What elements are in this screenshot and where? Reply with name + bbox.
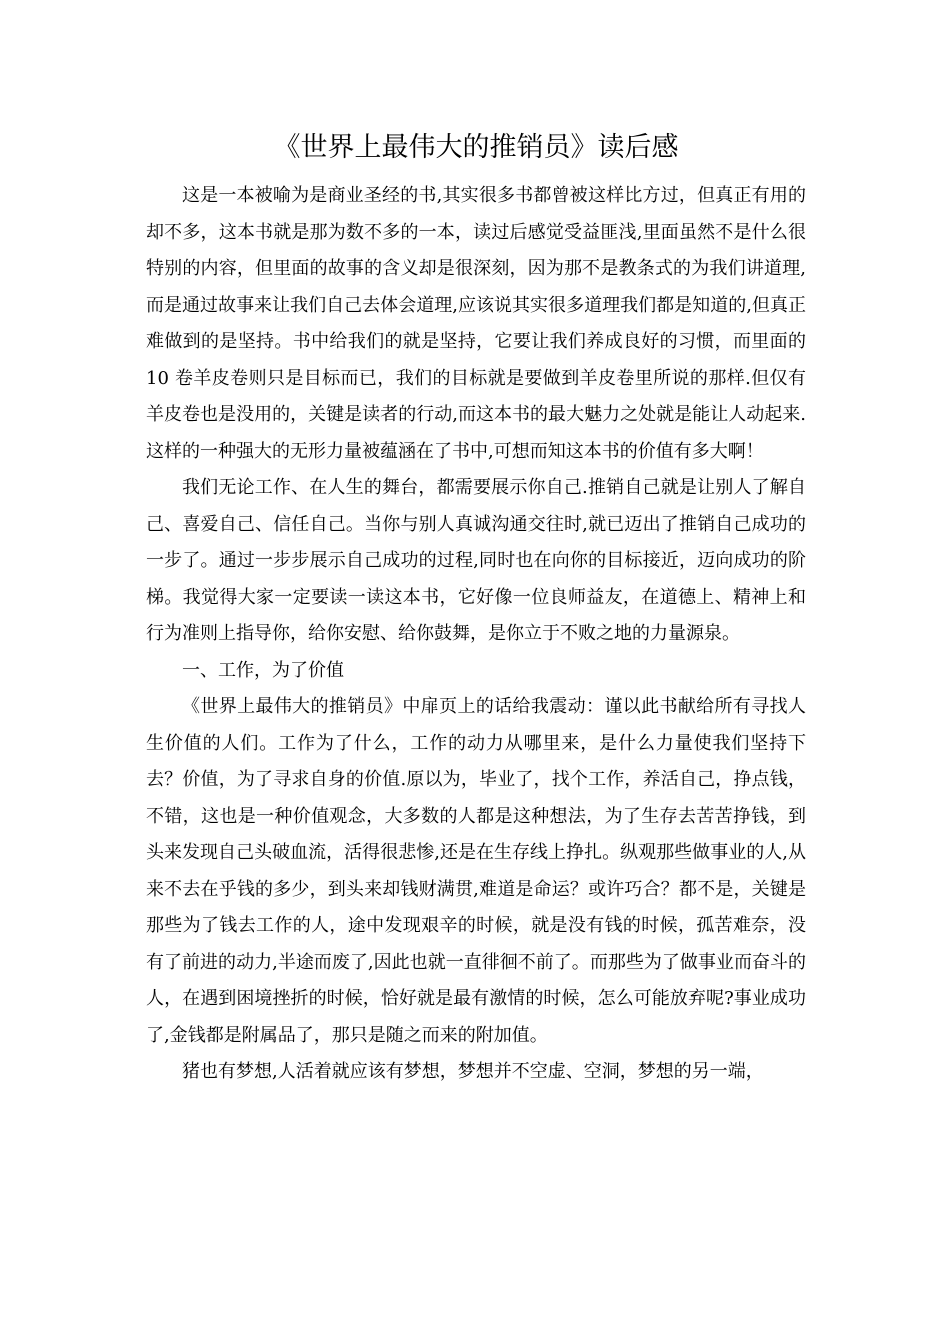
document-title: 《世界上最伟大的推销员》读后感 bbox=[273, 132, 679, 163]
document-page bbox=[146, 128, 806, 1091]
paragraph-3: 《世界上最伟大的推销员》中扉页上的话给我震动：谨以此书献给所有寻找人生价值的人们。工作为了什么，工作的动力从哪里来，是什么力量使我们坚持下去？价值，为了寻求自身的价值.原以为，毕业了，找个工作，养活自己，挣点钱，不错，这也是一种价值观念，大多数的人都是这种想法，为了生存去苦苦挣钱，到头来发现自己头破血流，活得很悲惨,还是在生存线上挣扎。纵观那些做事业的人,从来不去在乎钱的多少，到头来却钱财满贯,难道是命运？或许巧合？都不是，关键是那些为了钱去工作的人，途中发现艰辛的时候，就是没有钱的时候，孤苦难奈，没有了前进的动力,半途而废了,因此也就一直徘徊不前了。而那些为了做事业而奋斗的人，在遇到困境挫折的时候，恰好就是最有激情的时候，怎么可能放弃呢?事业成功了,金钱都是附属品了，那只是随之而来的附加值。 bbox=[146, 696, 806, 1046]
paragraph-2: 我们无论工作、在人生的舞台，都需要展示你自己.推销自己就是让别人了解自己、喜爱自己、信任自己。当你与别人真诚沟通交往时,就已迈出了推销自己成功的一步了。通过一步步展示自己成功的过程,同时也在向你的目标接近，迈向成功的阶梯。我觉得大家一定要读一读这本书，它好像一位良师益友，在道德上、精神上和行为准则上指导你，给你安慰、给你鼓舞，是你立于不败之地的力量源泉。 bbox=[146, 477, 806, 644]
section-heading: 一、工作，为了价值 bbox=[182, 659, 344, 681]
paragraph-1: 这是一本被喻为是商业圣经的书,其实很多书都曾被这样比方过，但真正有用的却不多，这本书就是那为数不多的一本，读过后感觉受益匪浅,里面虽然不是什么很特别的内容，但里面的故事的含义却是很深刻，因为那不是教条式的为我们讲道理,而是通过故事来让我们自己去体会道理,应该说其实很多道理我们都是知道的,但真正难做到的是坚持。书中给我们的就是坚持，它要让我们养成良好的习惯，而里面的 10 卷羊皮卷则只是目标而已，我们的目标就是要做到羊皮卷里所说的那样.但仅有羊皮卷也是没用的，关键是读者的行动,而这本书的最大魅力之处就是能让人动起来.这样的一种强大的无形力量被蕴涵在了书中,可想而知这本书的价值有多大啊！ bbox=[146, 185, 806, 462]
paragraph-4: 猪也有梦想,人活着就应该有梦想，梦想并不空虚、空洞，梦想的另一端， bbox=[182, 1061, 764, 1082]
